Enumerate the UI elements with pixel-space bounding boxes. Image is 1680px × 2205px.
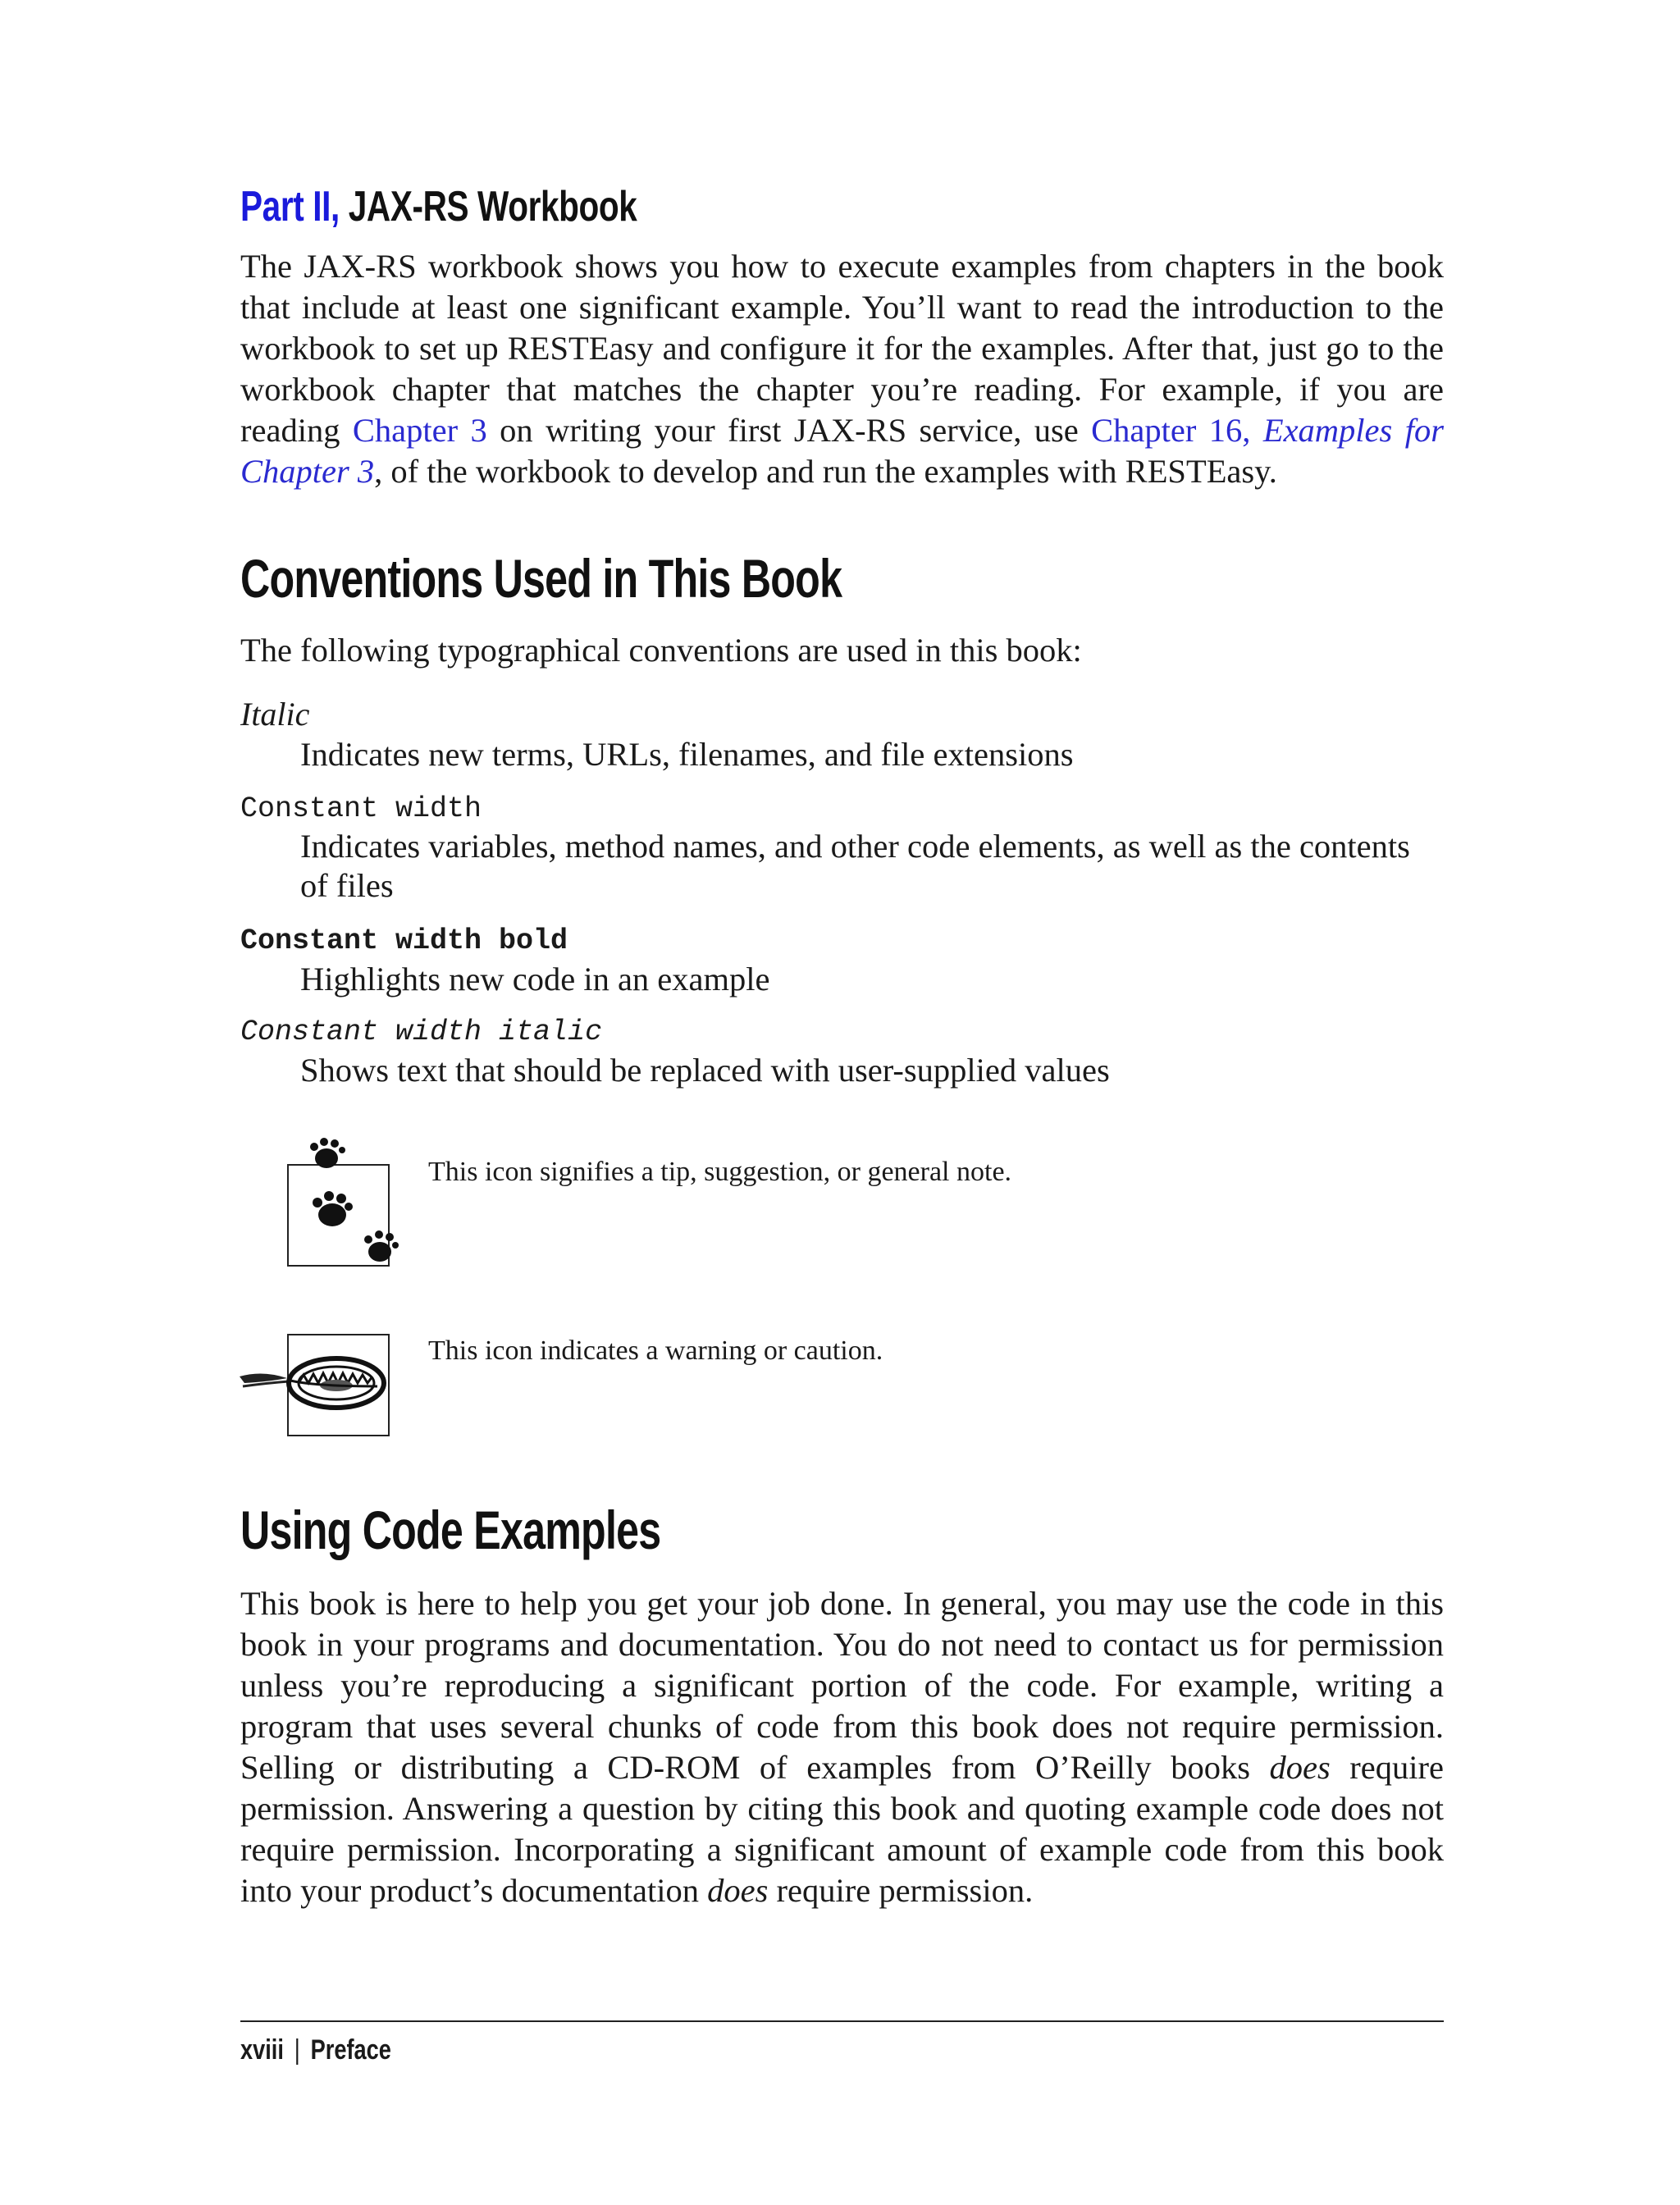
desc-constant-width: Indicates variables, method names, and other code elements, as well as the contents of files (300, 828, 1410, 904)
chapter-16-link-text: Chapter 16, (1091, 412, 1263, 449)
warning-note-text: This icon indicates a warning or caution. (428, 1335, 883, 1366)
tip-note-text: This icon signifies a tip, suggestion, or general note. (428, 1157, 1012, 1187)
code-examples-paragraph (240, 1583, 1444, 1911)
term-constant-width-italic: Constant width italic (240, 1016, 603, 1048)
footer-rule (240, 2020, 1444, 2022)
code-examples-heading: Using Code Examples (240, 1500, 661, 1560)
text-run: This book is here to help you get your job done. In general, you may use the code in this book in your programs and documentation. You do not need to contact us for permission unless you’re reproducing a significant portion of the code. For example, writing a program that uses several chunks of code from this book does not require permission. Selling or distributing a CD-ROM of examples from O’Reilly books (240, 1585, 1444, 1786)
term-constant-width: Constant width (240, 792, 482, 825)
part-heading (240, 182, 637, 231)
text-run: require permission. (768, 1872, 1034, 1909)
footer-separator: | (294, 2034, 300, 2066)
text-run: on writing your first JAX-RS service, use (486, 412, 1092, 449)
desc-constant-width-bold: Highlights new code in an example (300, 961, 770, 998)
term-constant-width-bold: Constant width bold (240, 924, 568, 957)
paw-prints-icon (275, 1124, 422, 1280)
workbook-paragraph (240, 246, 1444, 492)
footer-section: Preface (310, 2034, 391, 2066)
term-italic: Italic (240, 696, 310, 733)
part-link[interactable]: Part II, (240, 183, 340, 231)
text-run: The JAX-RS workbook shows you how to execute examples from chapters in the book that include at least one significant example. You’ll want to read the introduction to the workbook to set up RESTEasy and configure it for the examples. After that, just go to the workbook chapter that matches the chapter you’re reading. For example, if you are reading (240, 248, 1444, 449)
part-title: JAX-RS Workbook (348, 183, 637, 231)
chapter-16-link-title: Examples for Chapter 3 (240, 412, 1444, 490)
desc-constant-width-italic: Shows text that should be replaced with user-supplied values (300, 1052, 1110, 1089)
page-footer (240, 2034, 391, 2066)
page-number: xviii (240, 2034, 284, 2066)
conventions-intro: The following typographical conventions are used in this book: (240, 632, 1082, 669)
chapter-3-link[interactable]: Chapter 3 (352, 412, 487, 449)
emphasis: does (707, 1872, 769, 1909)
text-run: require permission. Answering a question by citing this book and quoting example code does not require permission. Incorporating a significant amount of example code from this book into your product’s documentation (240, 1749, 1444, 1909)
emphasis: does (1269, 1749, 1331, 1786)
bear-trap-icon (238, 1329, 394, 1436)
conventions-heading: Conventions Used in This Book (240, 548, 842, 609)
text-run: , of the workbook to develop and run the examples with RESTEasy. (374, 453, 1277, 490)
desc-italic: Indicates new terms, URLs, filenames, and file extensions (300, 736, 1074, 773)
